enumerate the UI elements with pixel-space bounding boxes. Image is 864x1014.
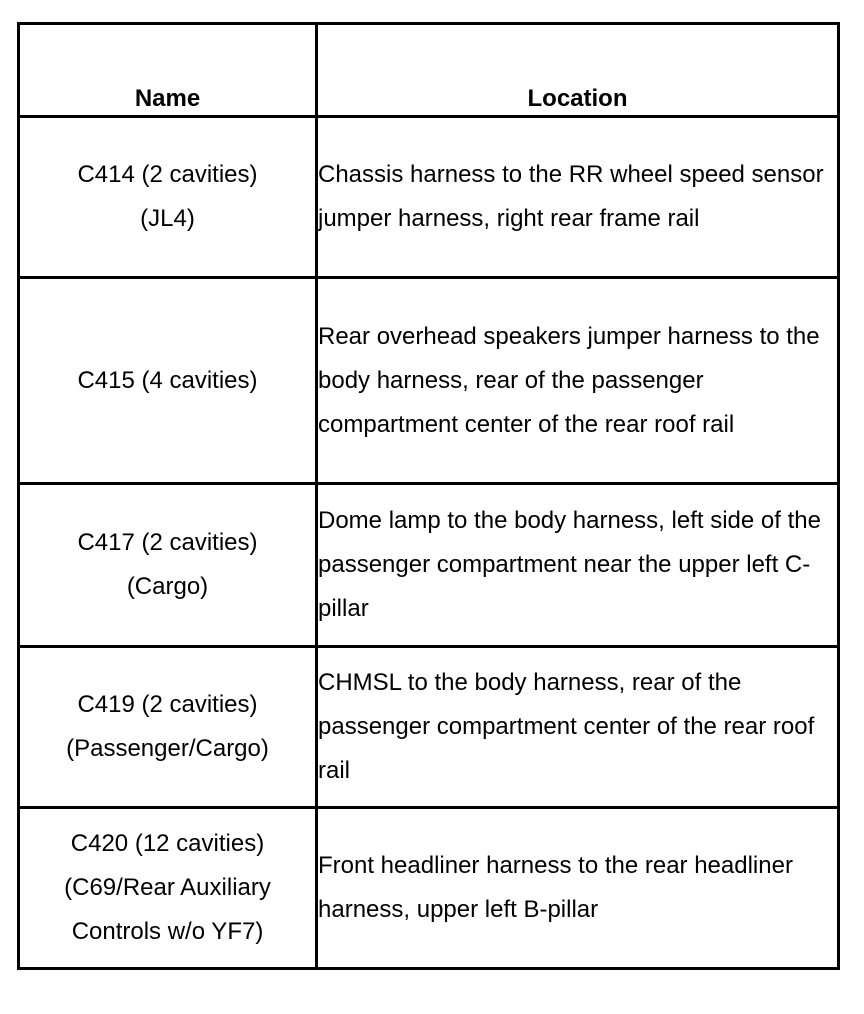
connector-option-line: (Cargo) <box>126 573 209 600</box>
connector-option-line: (Passenger/Cargo) <box>66 735 269 762</box>
table-row <box>19 808 839 969</box>
connector-name-cell <box>19 278 317 484</box>
connector-name-cell <box>19 808 317 969</box>
connector-name-line: C414 (2 cavities) <box>77 161 258 188</box>
connector-name-line: C415 (4 cavities) <box>77 366 258 394</box>
connector-name-cell <box>19 117 317 278</box>
table-row <box>19 278 839 484</box>
table-row <box>19 647 839 808</box>
connector-table <box>17 22 840 970</box>
connector-option-line: (C69/Rear Auxiliary <box>64 874 271 901</box>
connector-location-cell: CHMSL to the body harness, rear of the passenger compartment center of the rear roof rail <box>317 647 839 808</box>
connector-name-line: C417 (2 cavities) <box>77 529 258 556</box>
connector-option-line: (JL4) <box>140 205 195 232</box>
connector-location-cell: Rear overhead speakers jumper harness to the body harness, rear of the passenger compartment center of the rear roof rail <box>317 278 839 484</box>
connector-location-cell: Front headliner harness to the rear headliner harness, upper left B-pillar <box>317 808 839 969</box>
connector-name-cell <box>19 647 317 808</box>
connector-name-line: C419 (2 cavities) <box>77 691 258 718</box>
connector-name-line: C420 (12 cavities) <box>70 830 265 857</box>
table-row <box>19 484 839 647</box>
connector-option-line: Controls w/o YF7) <box>71 918 264 945</box>
connector-name-cell <box>19 484 317 647</box>
table-header-row <box>19 24 839 117</box>
name-column-header: Name <box>19 24 317 117</box>
table-row <box>19 117 839 278</box>
connector-location-cell: Chassis harness to the RR wheel speed sensor jumper harness, right rear frame rail <box>317 117 839 278</box>
location-column-header: Location <box>317 24 839 117</box>
connector-location-cell: Dome lamp to the body harness, left side of the passenger compartment near the upper left C-pillar <box>317 484 839 647</box>
